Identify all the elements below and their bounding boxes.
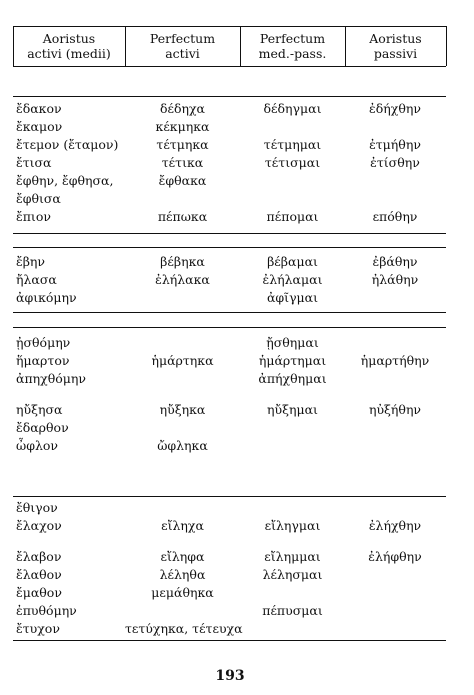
cell-aorist-active: ἔλαβον bbox=[16, 549, 62, 564]
cell-perfect-mediopassive: βέβαμαι bbox=[267, 254, 318, 269]
cell-aorist-active: ἔτυχον bbox=[16, 621, 60, 636]
cell-aorist-active: ἀπηχθόμην bbox=[16, 371, 86, 386]
cell-perfect-mediopassive: εἴληγμαι bbox=[264, 518, 321, 533]
cell-perfect-active: ἐλήλακα bbox=[155, 272, 210, 287]
cell-perfect-active: βέβηκα bbox=[160, 254, 205, 269]
table-row bbox=[0, 584, 474, 602]
group-2-bottom-rule bbox=[13, 312, 446, 313]
table-top-rule bbox=[13, 26, 446, 27]
group-1-bottom-rule bbox=[13, 233, 446, 234]
group-3-top-rule bbox=[13, 327, 446, 328]
cell-aorist-active: ἔφθισα bbox=[16, 191, 61, 206]
cell-aorist-active: ἔβην bbox=[16, 254, 46, 269]
cell-aorist-active: ἔκαμον bbox=[16, 119, 63, 134]
table-row bbox=[0, 548, 474, 566]
header-line: activi (medii) bbox=[27, 46, 111, 61]
cell-perfect-active: εἴληχα bbox=[161, 518, 204, 533]
cell-perfect-mediopassive: τέτμημαι bbox=[263, 137, 322, 152]
cell-aorist-active: ἀφικόμην bbox=[16, 290, 77, 305]
cell-aorist-active: ἐπυθόμην bbox=[16, 603, 77, 618]
cell-aorist-active: ἔτεμον (ἔταμον) bbox=[16, 137, 119, 152]
table-row bbox=[0, 172, 474, 190]
cell-perfect-mediopassive: ηὔξημαι bbox=[267, 402, 318, 417]
table-row bbox=[0, 253, 474, 271]
header-perfectum-activi bbox=[125, 31, 240, 61]
table-row bbox=[0, 566, 474, 584]
table-bottom-rule bbox=[13, 640, 446, 641]
cell-aorist-passive: ἐλήχθην bbox=[368, 518, 422, 533]
header-line: Aoristus bbox=[42, 31, 96, 46]
table-row bbox=[0, 208, 474, 226]
cell-perfect-mediopassive: λέλησμαι bbox=[262, 567, 323, 582]
cell-aorist-active: ἔφθην, ἔφθησα, bbox=[16, 173, 114, 188]
table-row bbox=[0, 100, 474, 118]
cell-perfect-mediopassive: πέπομαι bbox=[266, 209, 319, 224]
header-line: Aoristus bbox=[369, 31, 422, 46]
cell-perfect-active: μεμάθηκα bbox=[151, 585, 214, 600]
cell-aorist-passive: ἡμαρτήθην bbox=[360, 353, 430, 368]
cell-aorist-passive: ηὐξήθην bbox=[368, 402, 422, 417]
cell-aorist-active: ἔτισα bbox=[16, 155, 52, 170]
cell-perfect-active: ὤφληκα bbox=[157, 438, 208, 453]
header-bottom-rule bbox=[13, 66, 446, 67]
table-row bbox=[0, 289, 474, 307]
cell-aorist-active: ὦφλον bbox=[16, 438, 58, 453]
cell-aorist-active: ἤλασα bbox=[16, 272, 57, 287]
table-row bbox=[0, 190, 474, 208]
table-row bbox=[0, 334, 474, 352]
header-line: activi bbox=[165, 46, 200, 61]
table-row bbox=[0, 499, 474, 517]
table-row bbox=[0, 419, 474, 437]
cell-perfect-active: κέκμηκα bbox=[155, 119, 210, 134]
group-1-top-rule bbox=[13, 96, 446, 97]
cell-perfect-active: τέτικα bbox=[161, 155, 204, 170]
cell-aorist-active: ἔδαρθον bbox=[16, 420, 69, 435]
cell-perfect-mediopassive: ἐλήλαμαι bbox=[262, 272, 323, 287]
header-aoristus-passivi bbox=[345, 31, 446, 61]
cell-aorist-passive: επόθην bbox=[372, 209, 418, 224]
cell-aorist-active: ἔπιον bbox=[16, 209, 51, 224]
cell-perfect-mediopassive: τέτισμαι bbox=[264, 155, 321, 170]
cell-perfect-active: τετύχηκα, τέτευχα bbox=[125, 621, 243, 636]
table-row bbox=[0, 271, 474, 289]
cell-aorist-passive: ἐδήχθην bbox=[369, 101, 421, 116]
table-row bbox=[0, 437, 474, 455]
cell-perfect-active: πέπωκα bbox=[157, 209, 208, 224]
cell-perfect-mediopassive: πέπυσμαι bbox=[262, 603, 323, 618]
cell-aorist-passive: ἐτίσθην bbox=[370, 155, 420, 170]
header-line: med.-pass. bbox=[258, 46, 327, 61]
header-line: Perfectum bbox=[259, 31, 326, 46]
table-right-border bbox=[446, 26, 447, 66]
table-row bbox=[0, 620, 474, 638]
page-number: 193 bbox=[215, 668, 245, 684]
table-row bbox=[0, 517, 474, 535]
cell-perfect-mediopassive: ᾔσθημαι bbox=[266, 335, 319, 350]
header-line: passivi bbox=[373, 46, 418, 61]
cell-perfect-mediopassive: ἀπήχθημαι bbox=[258, 371, 327, 386]
table-row bbox=[0, 118, 474, 136]
cell-aorist-active: ἔμαθον bbox=[16, 585, 62, 600]
cell-aorist-active: ἔθιγον bbox=[16, 500, 58, 515]
cell-aorist-active: ἥμαρτον bbox=[16, 353, 70, 368]
group-2-top-rule bbox=[13, 247, 446, 248]
cell-aorist-active: ᾐσθόμην bbox=[16, 335, 71, 350]
table-row bbox=[0, 602, 474, 620]
cell-perfect-mediopassive: ἡμάρτημαι bbox=[258, 353, 327, 368]
cell-perfect-mediopassive: ἀφῖγμαι bbox=[266, 290, 319, 305]
cell-perfect-active: εἴληφα bbox=[160, 549, 205, 564]
cell-perfect-active: λέληθα bbox=[159, 567, 206, 582]
cell-perfect-mediopassive: εἴλημμαι bbox=[264, 549, 321, 564]
cell-perfect-active: ἔφθακα bbox=[158, 173, 207, 188]
cell-aorist-active: ἔδακον bbox=[16, 101, 62, 116]
cell-aorist-passive: ἠλάθην bbox=[371, 272, 419, 287]
table-row bbox=[0, 352, 474, 370]
header-line: Perfectum bbox=[149, 31, 216, 46]
table-row bbox=[0, 401, 474, 419]
header-perfectum-med-pass bbox=[240, 31, 345, 61]
cell-aorist-passive: ἐτμήθην bbox=[369, 137, 421, 152]
cell-aorist-passive: ἐλήφθην bbox=[368, 549, 422, 564]
cell-perfect-active: ἡμάρτηκα bbox=[151, 353, 214, 368]
cell-aorist-passive: ἐβάθην bbox=[372, 254, 418, 269]
table-row bbox=[0, 136, 474, 154]
table-row bbox=[0, 370, 474, 388]
cell-aorist-active: ἔλαθον bbox=[16, 567, 62, 582]
cell-perfect-active: τέτμηκα bbox=[156, 137, 209, 152]
cell-aorist-active: ηὔξησα bbox=[16, 402, 63, 417]
group-4-top-rule bbox=[13, 496, 446, 497]
cell-perfect-active: δέδηχα bbox=[159, 101, 206, 116]
cell-aorist-active: ἔλαχον bbox=[16, 518, 62, 533]
cell-perfect-active: ηὔξηκα bbox=[159, 402, 206, 417]
cell-perfect-mediopassive: δέδηγμαι bbox=[263, 101, 322, 116]
table-row bbox=[0, 154, 474, 172]
header-aoristus-activi bbox=[13, 31, 125, 61]
